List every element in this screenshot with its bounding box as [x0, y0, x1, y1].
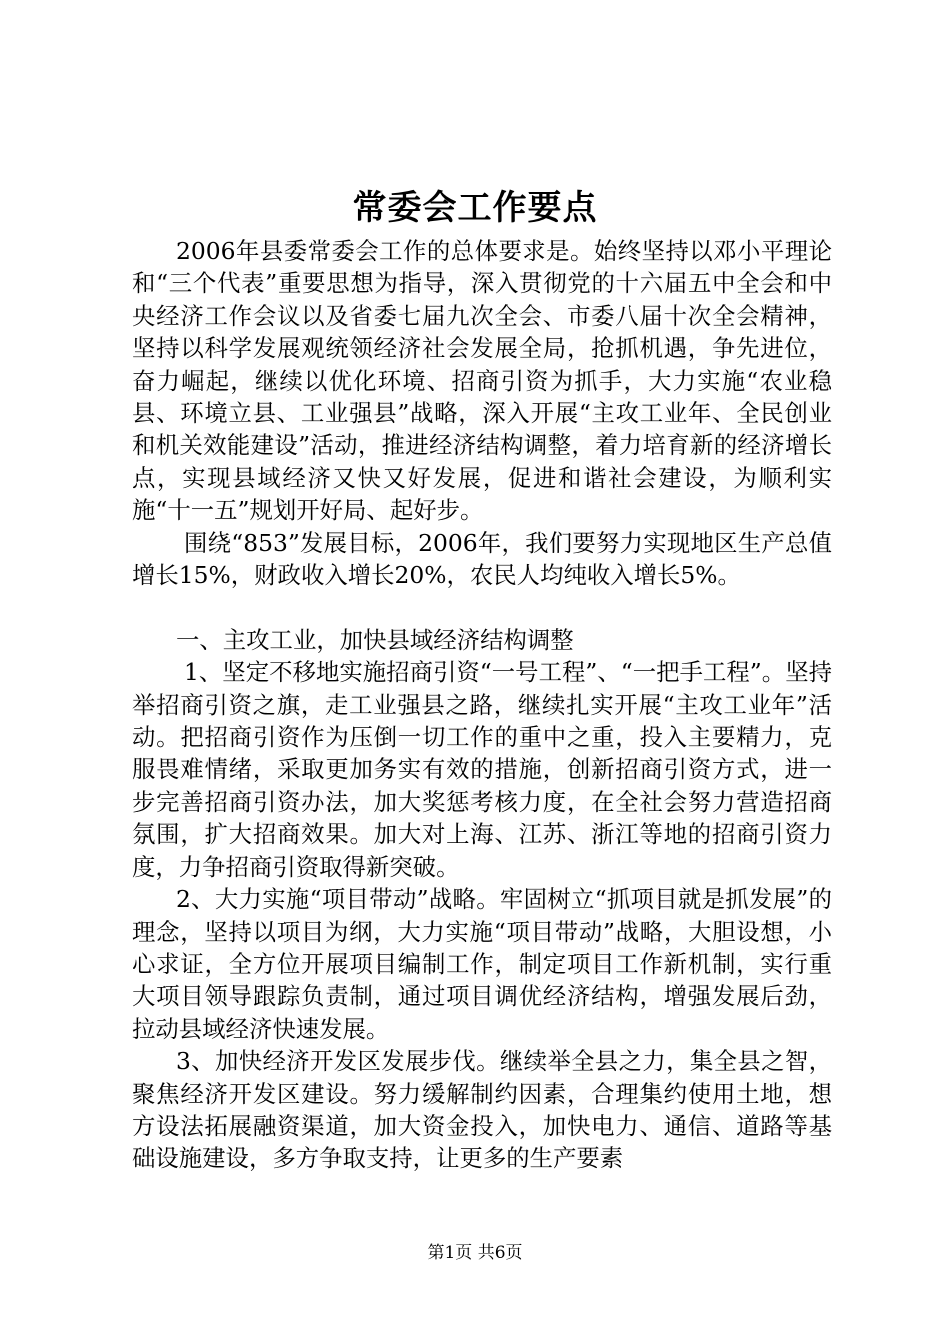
section-heading-industry: 一、主攻工业，加快县域经济结构调整 — [176, 625, 574, 654]
paragraph-targets: 围绕“853”发展目标，2006年，我们要努力实现地区生产总值增长15%，财政收入增长20%，农民人均纯收入增长5%。 — [132, 528, 832, 590]
document-body — [132, 235, 832, 1175]
paragraph-item-2: 2、大力实施“项目带动”战略。牢固树立“抓项目就是抓发展”的理念，坚持以项目为纲，大力实施“项目带动”战略，大胆设想，小心求证，全方位开展项目编制工作，制定项目工作新机制，实行重大项目领导跟踪负责制，通过项目调优经济结构，增强发展后劲，拉动县域经济快速发展。 — [132, 885, 832, 1043]
page-number: 第1页 共6页 — [427, 1243, 523, 1263]
paragraph-item-1: 1、坚定不移地实施招商引资“一号工程”、“一把手工程”。坚持举招商引资之旗，走工业强县之路，继续扎实开展“主攻工业年”活动。把招商引资作为压倒一切工作的重中之重，投入主要精力，克服畏难情绪，采取更加务实有效的措施，创新招商引资方式，进一步完善招商引资办法，加大奖惩考核力度，在全社会努力营造招商氛围，扩大招商效果。加大对上海、江苏、浙江等地的招商引资力度，力争招商引资取得新突破。 — [132, 658, 832, 881]
paragraph-item-3: 3、加快经济开发区发展步伐。继续举全县之力，集全县之智，聚焦经济开发区建设。努力缓解制约因素，合理集约使用土地，想方设法拓展融资渠道，加大资金投入，加快电力、通信、道路等基础设施建设，多方争取支持，让更多的生产要素 — [132, 1047, 832, 1173]
page-title: 常委会工作要点 — [352, 188, 598, 228]
paragraph-general-requirements: 2006年县委常委会工作的总体要求是。始终坚持以邓小平理论和“三个代表”重要思想为指导，深入贯彻党的十六届五中全会和中央经济工作会议以及省委七届九次全会、市委八届十次全会精神，坚持以科学发展观统领经济社会发展全局，抢抓机遇，争先进位，奋力崛起，继续以优化环境、招商引资为抓手，大力实施“农业稳县、环境立县、工业强县”战略，深入开展“主攻工业年、全民创业和机关效能建设”活动，推进经济结构调整，着力培育新的经济增长点，实现县域经济又快又好发展，促进和谐社会建设，为顺利实施“十一五”规划开好局、起好步。 — [132, 237, 832, 525]
paragraph-spacer — [132, 591, 832, 623]
